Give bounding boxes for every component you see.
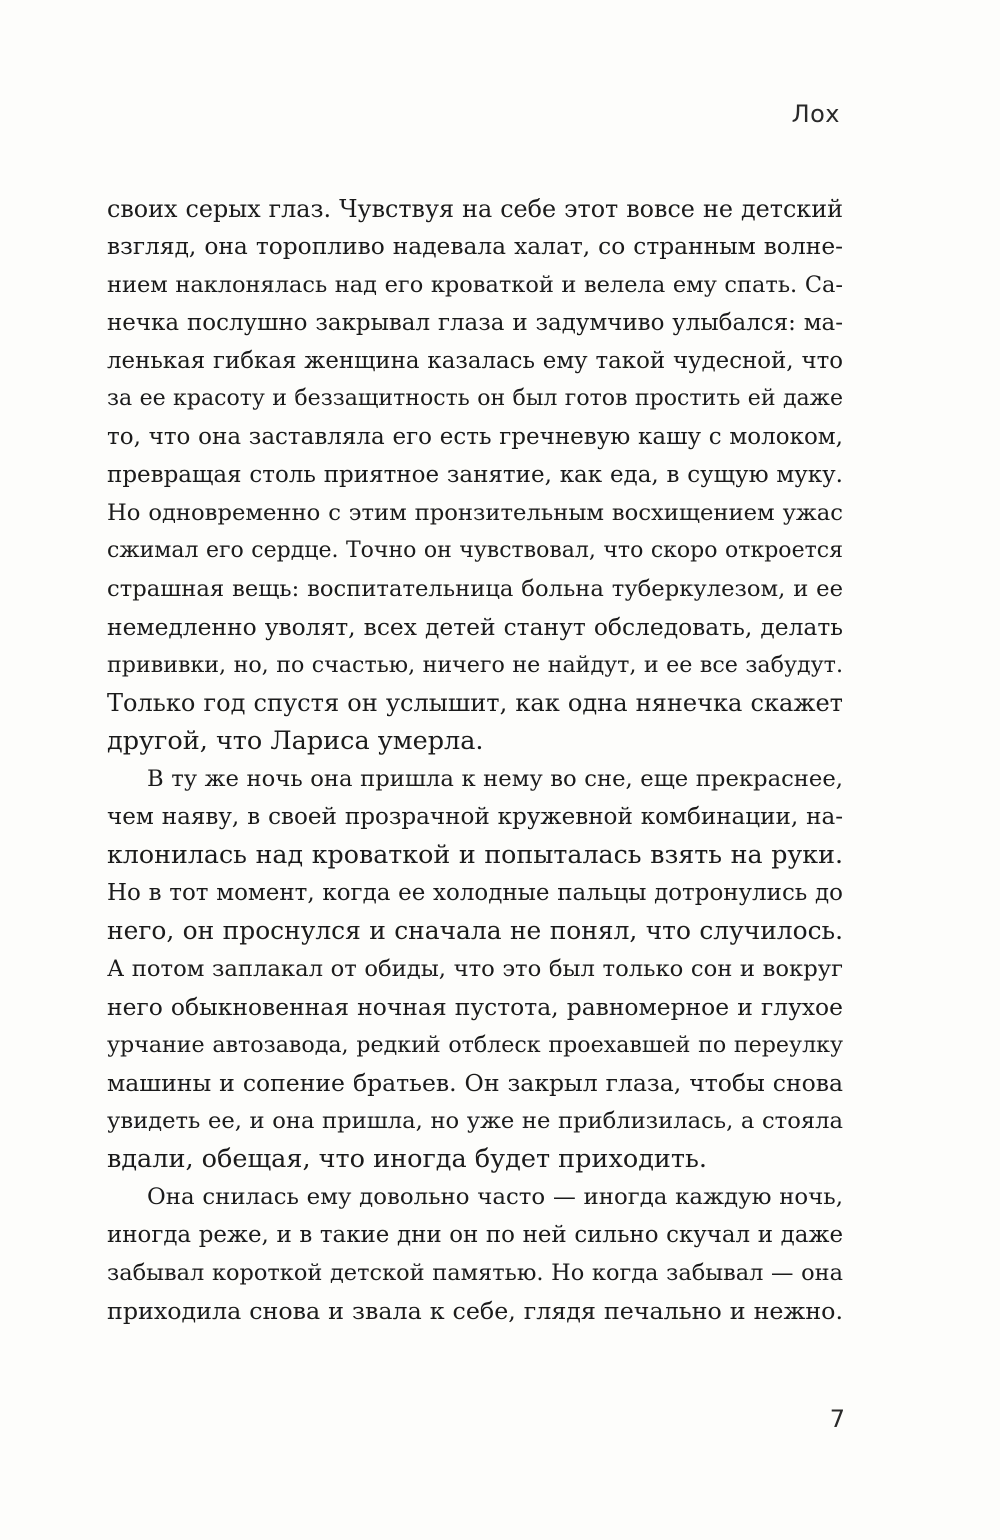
text-line: ленькая гибкая женщина казалась ему такой чудесной, что [107, 348, 843, 374]
running-head: Лох [791, 100, 840, 128]
page-number: 7 [829, 1405, 845, 1433]
text-line: иногда реже, и в такие дни он по ней сильно скучал и даже [107, 1222, 843, 1248]
text-line: машины и сопение братьев. Он закрыл глаза, чтобы снова [107, 1069, 843, 1097]
text-line: А потом заплакал от обиды, что это был только сон и вокруг [107, 956, 843, 982]
text-line: вдали, обещая, что иногда будет приходить. [107, 1144, 708, 1174]
text-line: него обыкновенная ночная пустота, равномерное и глухое [107, 993, 843, 1021]
text-line: урчание автозавода, редкий отблеск проехавшей по переулку [107, 1032, 843, 1058]
text-line: немедленно уволят, всех детей станут обследовать, делать [107, 613, 843, 641]
text-line: нием наклонялась над его кроваткой и велела ему спать. Са- [107, 272, 843, 298]
text-line: Но одновременно с этим пронзительным восхищением ужас [107, 500, 843, 526]
text-line: приходила снова и звала к себе, глядя печально и нежно. [107, 1297, 843, 1325]
text-line: Но в тот момент, когда ее холодные пальцы дотронулись до [107, 880, 843, 906]
text-line: нечка послушно закрывал глаза и задумчиво улыбался: ма- [107, 310, 843, 336]
text-line: другой, что Лариса умерла. [107, 726, 484, 756]
text-line: Только год спустя он услышит, как одна нянечка скажет [107, 689, 843, 717]
text-line: то, что она заставляла его есть гречневую кашу с молоком, [107, 424, 843, 450]
text-line: страшная вещь: воспитательница больна туберкулезом, и ее [107, 576, 843, 602]
text-line: сжимал его сердце. Точно он чувствовал, что скоро откроется [107, 538, 843, 563]
paragraph-3 [107, 1178, 843, 1330]
text-line: клонилась над кроваткой и попыталась взять на руки. [107, 840, 843, 869]
paragraph-1 [107, 190, 843, 760]
text-line: него, он проснулся и сначала не понял, что случилось. [107, 916, 843, 945]
text-line: забывал короткой детской памятью. Но когда забывал — она [107, 1260, 843, 1286]
text-line: В ту же ночь она пришла к нему во сне, еще прекраснее, [147, 766, 843, 792]
paragraph-2 [107, 760, 843, 1178]
text-line: прививки, но, по счастью, ничего не найдут, и ее все забудут. [107, 652, 843, 678]
text-line: чем наяву, в своей прозрачной кружевной комбинации, на- [107, 804, 843, 830]
text-line: за ее красоту и беззащитность он был готов простить ей даже [107, 386, 843, 411]
text-line: увидеть ее, и она пришла, но уже не приблизилась, а стояла [107, 1108, 843, 1134]
text-line: Она снилась ему довольно часто — иногда каждую ночь, [147, 1184, 843, 1210]
text-line: взгляд, она торопливо надевала халат, со странным волне- [107, 233, 843, 260]
text-line: своих серых глаз. Чувствуя на себе этот вовсе не детский [107, 195, 843, 223]
body-text [107, 190, 843, 1330]
text-line: превращая столь приятное занятие, как еда, в сущую муку. [107, 462, 843, 488]
